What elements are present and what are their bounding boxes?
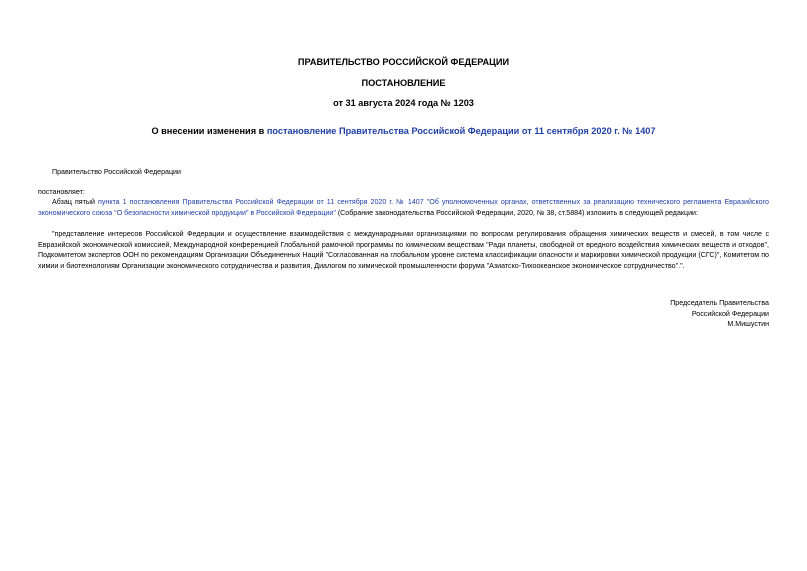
- signature-country: Российской Федерации: [691, 309, 769, 318]
- document-date-number: от 31 августа 2024 года № 1203: [333, 98, 474, 108]
- document-subject: [0, 126, 807, 136]
- subject-prefix: О внесении изменения в: [151, 126, 267, 136]
- document-type: ПОСТАНОВЛЕНИЕ: [361, 78, 446, 88]
- para1-start: Абзац пятый: [52, 198, 99, 206]
- decrees-line: постановляет:: [38, 188, 85, 196]
- paragraph-amendment: [38, 197, 769, 218]
- subject-link[interactable]: постановление Правительства Российской Федерации от 11 сентября 2020 г. № 1407: [266, 126, 656, 136]
- referenced-decree-link[interactable]: пункта 1 постановления Правительства Российской Федерации от 11 сентября 2020 г. № 1407 "Об уполномоченных органах, ответственных за реализацию технического регламента Евразийского экономического союза "О безопасности химической продукции" в Российской Федерации": [38, 198, 769, 217]
- signature-position: Председатель Правительства: [670, 299, 769, 307]
- paragraph-new-wording: "представление интересов Российской Федерации и осуществление взаимодействия с международными организациями по вопросам регулирования обращения химических веществ и смесей, в том числе с Евразийской экономической комиссией, Международной конференцией Глобальной рамочной программы по химическим веществам "Ради планеты, свободной от вредного воздействия химических веществ и отходов", Подкомитетом экспертов ООН по рекомендациям Организации Объединенных Наций "Согласованная на глобальном уровне система классификации опасности и маркировки химической продукции (СГС)", Комитетом по химии и биотехнологиям Организации экономического сотрудничества и развития, Диалогом по химической промышленности форума "Азиатско-Тихоокеанское экономическое сотрудничество".".: [38, 230, 769, 270]
- issuer-title: ПРАВИТЕЛЬСТВО РОССИЙСКОЙ ФЕДЕРАЦИИ: [297, 57, 510, 67]
- signature-name: М.Мишустин: [727, 320, 769, 329]
- signature-block: [670, 298, 769, 330]
- para1-end: (Собрание законодательства Российской Федерации, 2020, № 38, ст.5884) изложить в следующей редакции:: [335, 208, 698, 217]
- government-line: Правительство Российской Федерации: [52, 168, 181, 176]
